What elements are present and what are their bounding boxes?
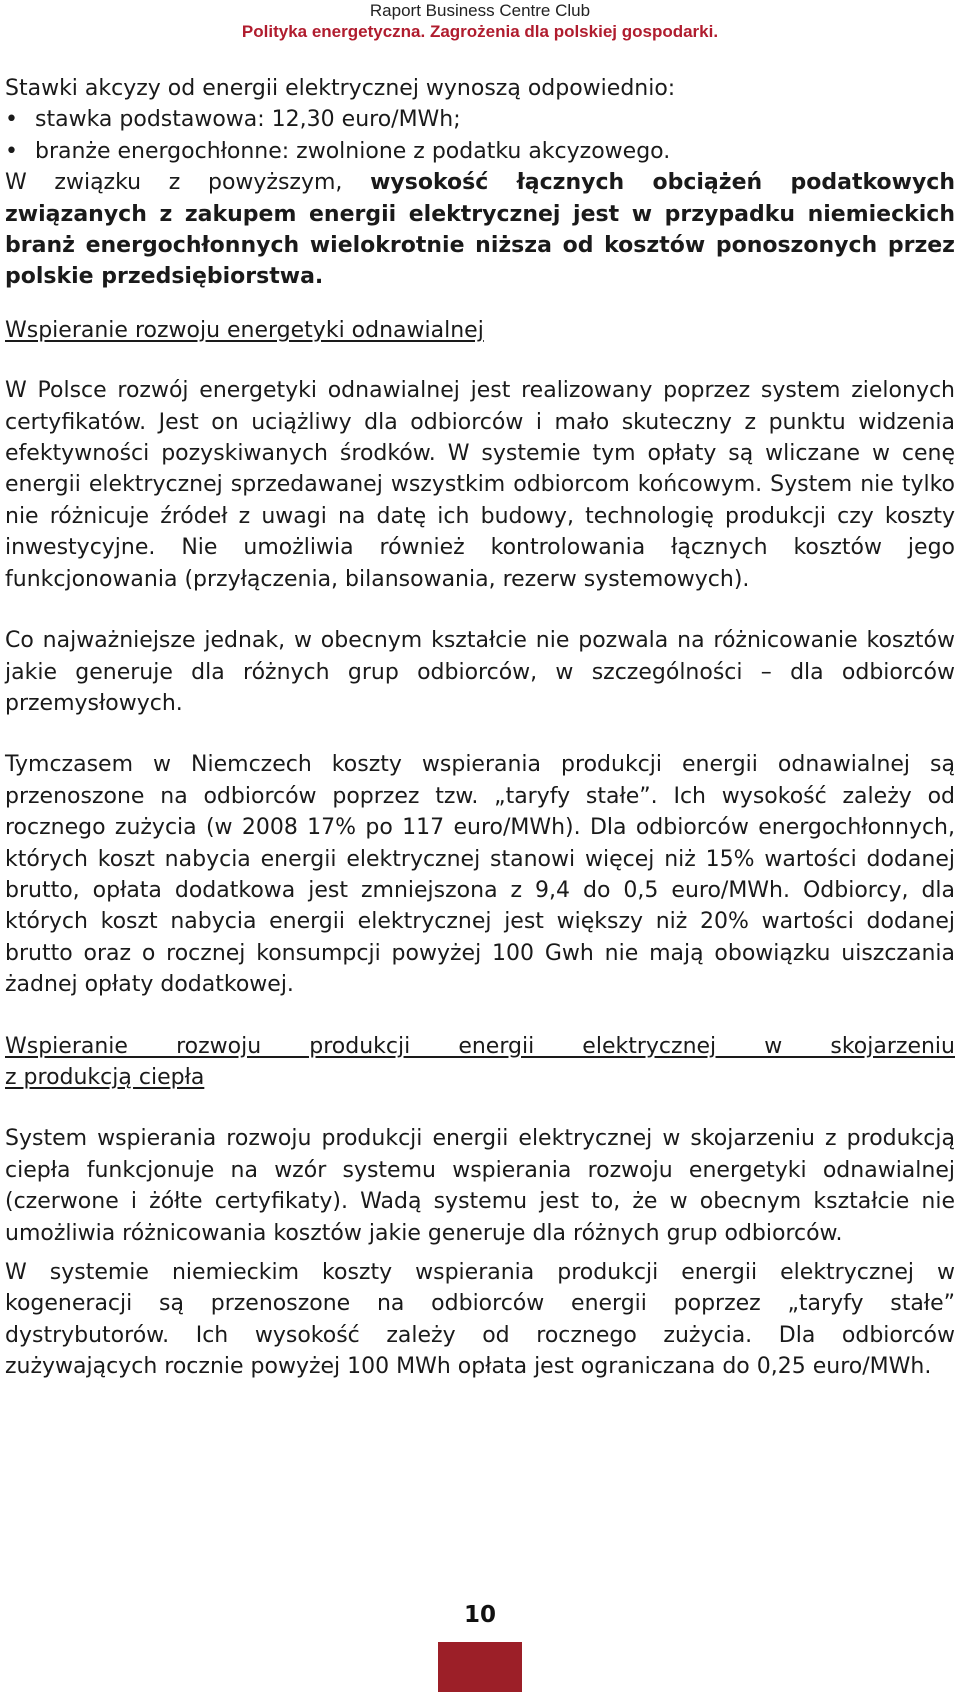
- conclusion-paragraph: [5, 167, 955, 293]
- bullet-item: • branże energochłonne: zwolnione z podatku akcyzowego.: [5, 136, 955, 167]
- section-heading-renewables: Wspieranie rozwoju energetyki odnawialnej: [5, 317, 484, 343]
- paragraph-renewables-poland: W Polsce rozwój energetyki odnawialnej jest realizowany poprzez system zielonych certyfikatów. Jest on uciążliwy dla odbiorców i mało skuteczny z punktu widzenia efektywności pozyskiwanych środków. W systemie tym opłaty są wliczane w cenę energii elektrycznej sprzedawanej wszystkim odbiorcom końcowym. System nie tylko nie różnicuje źródeł z uwagi na datę ich budowy, technologię produkcji czy koszty inwestycyjne. Nie umożliwia również kontrolowania łącznych kosztów jego funkcjonowania (przyłączenia, bilansowania, rezerw systemowych).: [5, 378, 955, 592]
- header-subtitle: Polityka energetyczna. Zagrożenia dla polskiej gospodarki.: [241, 22, 719, 41]
- section-heading-cogeneration: Wspieranie rozwoju produkcji energii elektrycznej w skojarzeniu: [5, 1033, 955, 1059]
- conclusion-bold: wysokość łącznych obciążeń podatkowych związanych z zakupem energii elektrycznej jest w przypadku niemieckich branż energochłonnych wielokrotnie niższa od kosztów ponoszonych przez polskie przedsiębiorstwa.: [5, 170, 955, 290]
- bullet-item: • stawka podstawowa: 12,30 euro/MWh;: [5, 104, 955, 135]
- conclusion-lead: W związku z powyższym,: [5, 170, 371, 196]
- paragraph-renewables-germany: Tymczasem w Niemczech koszty wspierania produkcji energii odnawialnej są przenoszone na odbiorców poprzez tzw. „taryfy stałe”. Ich wysokość zależy od rocznego zużycia (w 2008 17% po 117 euro/MWh). Dla odbiorców energochłonnych, których koszt nabycia energii elektrycznej stanowi więcej niż 15% wartości dodanej brutto, opłata dodatkowa jest zmniejszona z 9,4 do 0,5 euro/MWh. Odbiorcy, dla których koszt nabycia energii elektrycznej jest większy niż 20% wartości dodanej brutto oraz o rocznej konsumpcji powyżej 100 Gwh nie mają obowiązku uiszczania żadnej opłaty dodatkowej.: [5, 752, 955, 998]
- paragraph-cogeneration-germany: W systemie niemieckim koszty wspierania produkcji energii elektrycznej w kogeneracji są przenoszone na odbiorców energii poprzez „taryfy stałe” dystrybutorów. Ich wysokość zależy od rocznego zużycia. Dla odbiorców zużywających rocznie powyżej 100 MWh opłata jest ograniczana do 0,25 euro/MWh.: [5, 1260, 955, 1380]
- document-body: [5, 73, 955, 1383]
- footer-accent-bar: [438, 1642, 522, 1692]
- paragraph-differentiation: Co najważniejsze jednak, w obecnym kształcie nie pozwala na różnicowanie kosztów jakie generuje dla różnych grup odbiorców, w szczególności – dla odbiorców przemysłowych.: [5, 628, 955, 716]
- header-org: Raport Business Centre Club: [369, 1, 591, 20]
- section-heading-cogeneration-line2: z produkcją ciepła: [5, 1064, 205, 1090]
- paragraph-cogeneration-poland: System wspierania rozwoju produkcji energii elektrycznej w skojarzeniu z produkcją ciepła funkcjonuje na wzór systemu wspierania rozwoju energetyki odnawialnej (czerwone i żółte certyfikaty). Wadą systemu jest to, że w obecnym kształcie nie umożliwia różnicowania kosztów jakie generuje dla różnych grup odbiorców.: [5, 1126, 955, 1246]
- intro-text: Stawki akcyzy od energii elektrycznej wynoszą odpowiednio:: [5, 76, 676, 101]
- page-number: 10: [463, 1602, 496, 1628]
- bullet-list: [5, 104, 955, 167]
